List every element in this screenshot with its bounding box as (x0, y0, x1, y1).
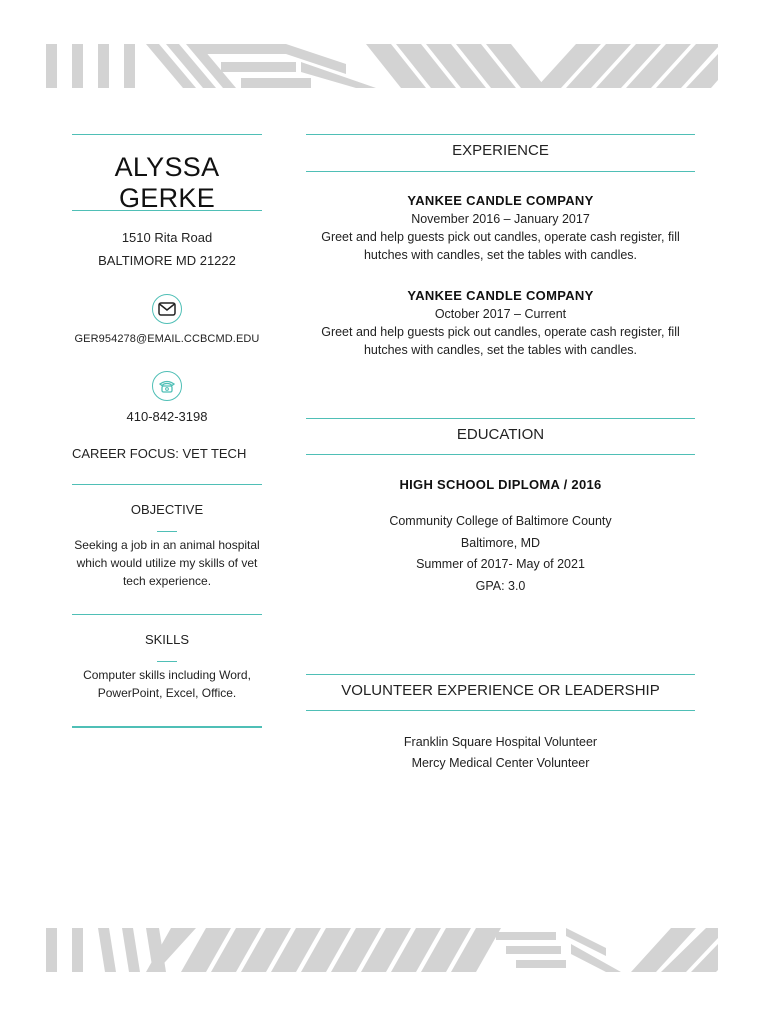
volunteer-item: Mercy Medical Center Volunteer (411, 756, 590, 770)
divider (306, 418, 695, 419)
school-name: Community College of Baltimore County (389, 514, 612, 528)
divider (72, 210, 262, 211)
divider (306, 454, 695, 455)
skills-title: SKILLS (144, 632, 190, 647)
divider (72, 134, 262, 135)
divider (72, 484, 262, 485)
telephone-icon (152, 371, 182, 401)
job-dates: November 2016 – January 2017 (411, 212, 590, 226)
job-dates: October 2017 – Current (434, 307, 567, 321)
applicant-name: ALYSSA GERKE (114, 152, 220, 213)
short-divider (157, 661, 177, 662)
career-focus: CAREER FOCUS: VET TECH (72, 446, 247, 461)
objective-title: OBJECTIVE (130, 502, 204, 517)
short-divider (157, 531, 177, 532)
email-address[interactable]: GER954278@EMAIL.CCBCMD.EDU (74, 333, 260, 345)
job-company: YANKEE CANDLE COMPANY (407, 193, 594, 208)
objective-text: Seeking a job in an animal hospital which would utilize my skills of vet tech experience. (74, 538, 260, 588)
address-line-1: 1510 Rita Road (121, 230, 213, 245)
job-description-line: Greet and help guests pick out candles, operate cash register, fill (321, 325, 680, 339)
volunteer-item: Franklin Square Hospital Volunteer (403, 735, 598, 749)
volunteer-title: VOLUNTEER EXPERIENCE OR LEADERSHIP (341, 682, 660, 699)
experience-title: EXPERIENCE (452, 142, 549, 159)
top-decorative-pattern (46, 44, 718, 88)
job-description-line: hutches with candles, set the tables with candles. (363, 343, 638, 357)
job-description-line: Greet and help guests pick out candles, operate cash register, fill (321, 230, 680, 244)
envelope-icon (152, 294, 182, 324)
education-dates: Summer of 2017- May of 2021 (416, 557, 585, 571)
gpa: GPA: 3.0 (475, 579, 526, 593)
education-title: EDUCATION (456, 426, 545, 443)
bottom-decorative-pattern (46, 928, 718, 972)
divider (72, 614, 262, 615)
address-line-2: BALTIMORE MD 21222 (98, 253, 236, 268)
job-description-line: hutches with candles, set the tables with candles. (363, 248, 638, 262)
skills-text: Computer skills including Word, PowerPoint, Excel, Office. (83, 668, 251, 700)
divider (306, 134, 695, 135)
divider (306, 710, 695, 711)
divider (72, 726, 262, 728)
divider (306, 171, 695, 172)
divider (306, 674, 695, 675)
school-location: Baltimore, MD (460, 536, 541, 550)
phone-number[interactable]: 410-842-3198 (126, 409, 208, 424)
degree: HIGH SCHOOL DIPLOMA / 2016 (399, 477, 602, 492)
job-company: YANKEE CANDLE COMPANY (407, 288, 594, 303)
